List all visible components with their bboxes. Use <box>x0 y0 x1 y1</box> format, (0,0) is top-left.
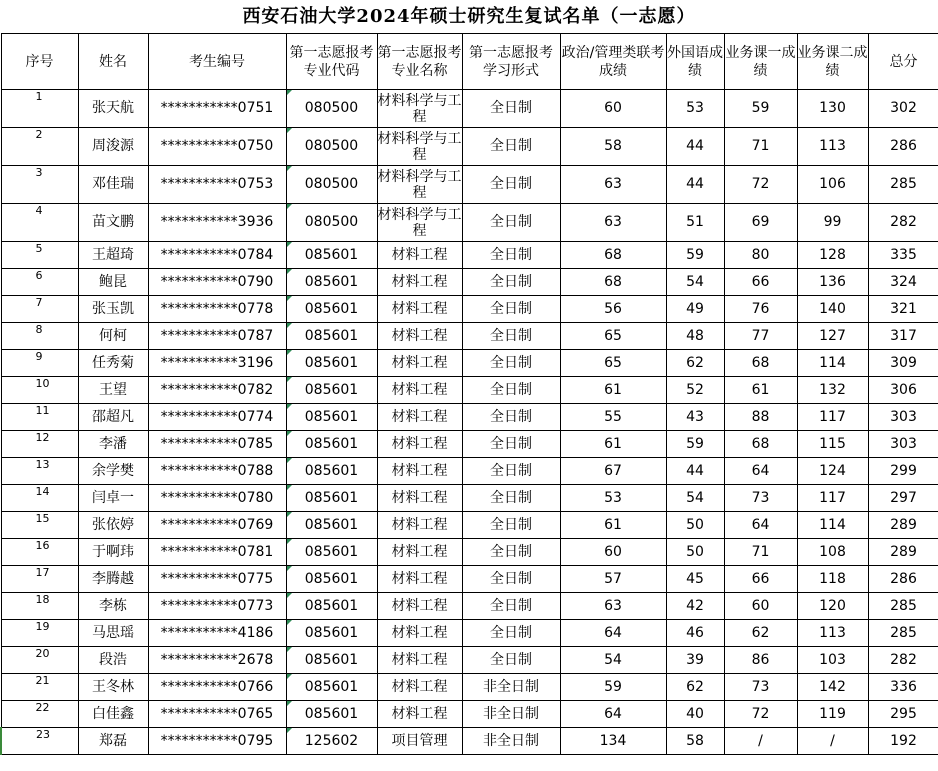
major-name-cell: 材料工程 <box>377 431 462 458</box>
study-mode-cell: 全日制 <box>462 166 560 204</box>
language-score-cell: 46 <box>666 620 724 647</box>
language-score-cell: 53 <box>666 90 724 128</box>
course2-score-cell: 103 <box>797 647 868 674</box>
politics-score-cell: 61 <box>560 377 666 404</box>
course1-score-cell: 77 <box>724 323 797 350</box>
total-score-cell: 282 <box>868 204 938 242</box>
study-mode-cell: 全日制 <box>462 90 560 128</box>
table-row <box>1 431 938 458</box>
language-score-cell: 52 <box>666 377 724 404</box>
candidate-id-cell: ***********4186 <box>148 620 286 647</box>
name-cell: 鲍昆 <box>78 269 148 296</box>
politics-score-cell: 64 <box>560 701 666 728</box>
table-row <box>1 128 938 166</box>
course1-score-cell: 60 <box>724 593 797 620</box>
seq-cell: 1 <box>1 90 78 128</box>
table-row <box>1 350 938 377</box>
major-code-cell: 085601 <box>286 512 377 539</box>
header-politics-score: 政治/管理类联考成绩 <box>560 34 666 90</box>
header-course2-score: 业务课二成绩 <box>797 34 868 90</box>
course2-score-cell: 142 <box>797 674 868 701</box>
major-name-cell: 材料工程 <box>377 620 462 647</box>
major-code-cell: 085601 <box>286 593 377 620</box>
name-cell: 苗文鹏 <box>78 204 148 242</box>
study-mode-cell: 全日制 <box>462 566 560 593</box>
candidate-id-cell: ***********0773 <box>148 593 286 620</box>
total-score-cell: 295 <box>868 701 938 728</box>
name-cell: 邓佳瑞 <box>78 166 148 204</box>
total-score-cell: 321 <box>868 296 938 323</box>
total-score-cell: 335 <box>868 242 938 269</box>
total-score-cell: 317 <box>868 323 938 350</box>
major-name-cell: 材料工程 <box>377 458 462 485</box>
total-score-cell: 285 <box>868 166 938 204</box>
total-score-cell: 303 <box>868 404 938 431</box>
politics-score-cell: 55 <box>560 404 666 431</box>
course2-score-cell: 120 <box>797 593 868 620</box>
course2-score-cell: 113 <box>797 620 868 647</box>
study-mode-cell: 全日制 <box>462 404 560 431</box>
course1-score-cell: 80 <box>724 242 797 269</box>
course2-score-cell: 119 <box>797 701 868 728</box>
candidate-table <box>0 33 938 755</box>
study-mode-cell: 全日制 <box>462 593 560 620</box>
table-row <box>1 620 938 647</box>
total-score-cell: 306 <box>868 377 938 404</box>
major-code-cell: 125602 <box>286 728 377 755</box>
study-mode-cell: 全日制 <box>462 485 560 512</box>
name-cell: 余学樊 <box>78 458 148 485</box>
course1-score-cell: 68 <box>724 431 797 458</box>
candidate-id-cell: ***********0778 <box>148 296 286 323</box>
course2-score-cell: 114 <box>797 512 868 539</box>
name-cell: 李腾越 <box>78 566 148 593</box>
candidate-id-cell: ***********0780 <box>148 485 286 512</box>
language-score-cell: 39 <box>666 647 724 674</box>
politics-score-cell: 65 <box>560 323 666 350</box>
language-score-cell: 44 <box>666 166 724 204</box>
total-score-cell: 286 <box>868 128 938 166</box>
politics-score-cell: 64 <box>560 620 666 647</box>
language-score-cell: 62 <box>666 350 724 377</box>
language-score-cell: 54 <box>666 485 724 512</box>
name-cell: 邵超凡 <box>78 404 148 431</box>
study-mode-cell: 非全日制 <box>462 728 560 755</box>
candidate-id-cell: ***********0781 <box>148 539 286 566</box>
seq-cell: 12 <box>1 431 78 458</box>
course2-score-cell: 136 <box>797 269 868 296</box>
politics-score-cell: 63 <box>560 593 666 620</box>
candidate-id-cell: ***********0774 <box>148 404 286 431</box>
major-code-cell: 085601 <box>286 620 377 647</box>
table-row <box>1 404 938 431</box>
course1-score-cell: 61 <box>724 377 797 404</box>
name-cell: 李栋 <box>78 593 148 620</box>
candidate-id-cell: ***********0785 <box>148 431 286 458</box>
table-row <box>1 377 938 404</box>
language-score-cell: 54 <box>666 269 724 296</box>
name-cell: 闫卓一 <box>78 485 148 512</box>
total-score-cell: 297 <box>868 485 938 512</box>
politics-score-cell: 56 <box>560 296 666 323</box>
politics-score-cell: 60 <box>560 539 666 566</box>
course2-score-cell: 106 <box>797 166 868 204</box>
politics-score-cell: 59 <box>560 674 666 701</box>
major-name-cell: 材料科学与工程 <box>377 166 462 204</box>
major-code-cell: 080500 <box>286 166 377 204</box>
politics-score-cell: 134 <box>560 728 666 755</box>
course1-score-cell: 66 <box>724 566 797 593</box>
total-score-cell: 309 <box>868 350 938 377</box>
major-code-cell: 085601 <box>286 377 377 404</box>
study-mode-cell: 全日制 <box>462 350 560 377</box>
course1-score-cell: 59 <box>724 90 797 128</box>
seq-cell: 21 <box>1 674 78 701</box>
study-mode-cell: 全日制 <box>462 269 560 296</box>
total-score-cell: 286 <box>868 566 938 593</box>
candidate-id-cell: ***********0769 <box>148 512 286 539</box>
seq-cell: 14 <box>1 485 78 512</box>
seq-cell: 19 <box>1 620 78 647</box>
header-major-code: 第一志愿报考专业代码 <box>286 34 377 90</box>
major-code-cell: 085601 <box>286 539 377 566</box>
major-name-cell: 材料工程 <box>377 593 462 620</box>
candidate-id-cell: ***********0765 <box>148 701 286 728</box>
course1-score-cell: 71 <box>724 128 797 166</box>
major-name-cell: 材料科学与工程 <box>377 90 462 128</box>
table-row <box>1 728 938 755</box>
table-body <box>1 90 938 755</box>
table-header-row <box>1 34 938 90</box>
total-score-cell: 299 <box>868 458 938 485</box>
major-name-cell: 材料工程 <box>377 566 462 593</box>
seq-cell: 9 <box>1 350 78 377</box>
candidate-id-cell: ***********0784 <box>148 242 286 269</box>
candidate-id-cell: ***********0775 <box>148 566 286 593</box>
major-code-cell: 080500 <box>286 90 377 128</box>
major-code-cell: 085601 <box>286 701 377 728</box>
major-name-cell: 材料工程 <box>377 539 462 566</box>
course2-score-cell: / <box>797 728 868 755</box>
major-code-cell: 085601 <box>286 242 377 269</box>
politics-score-cell: 67 <box>560 458 666 485</box>
name-cell: 李潘 <box>78 431 148 458</box>
major-name-cell: 材料工程 <box>377 377 462 404</box>
study-mode-cell: 全日制 <box>462 242 560 269</box>
candidate-id-cell: ***********0788 <box>148 458 286 485</box>
seq-cell: 5 <box>1 242 78 269</box>
seq-cell: 17 <box>1 566 78 593</box>
course2-score-cell: 132 <box>797 377 868 404</box>
course2-score-cell: 117 <box>797 485 868 512</box>
course2-score-cell: 117 <box>797 404 868 431</box>
candidate-id-cell: ***********0790 <box>148 269 286 296</box>
course1-score-cell: 88 <box>724 404 797 431</box>
course1-score-cell: / <box>724 728 797 755</box>
header-language-score: 外国语成绩 <box>666 34 724 90</box>
course1-score-cell: 73 <box>724 674 797 701</box>
seq-cell: 22 <box>1 701 78 728</box>
table-row <box>1 647 938 674</box>
course2-score-cell: 128 <box>797 242 868 269</box>
table-row <box>1 701 938 728</box>
table-row <box>1 593 938 620</box>
major-code-cell: 085601 <box>286 269 377 296</box>
course1-score-cell: 62 <box>724 620 797 647</box>
major-code-cell: 085601 <box>286 458 377 485</box>
major-code-cell: 085601 <box>286 485 377 512</box>
name-cell: 白佳鑫 <box>78 701 148 728</box>
study-mode-cell: 全日制 <box>462 539 560 566</box>
seq-cell: 8 <box>1 323 78 350</box>
header-major-name: 第一志愿报考专业名称 <box>377 34 462 90</box>
course2-score-cell: 108 <box>797 539 868 566</box>
name-cell: 王超琦 <box>78 242 148 269</box>
language-score-cell: 48 <box>666 323 724 350</box>
language-score-cell: 50 <box>666 512 724 539</box>
language-score-cell: 49 <box>666 296 724 323</box>
candidate-id-cell: ***********0787 <box>148 323 286 350</box>
name-cell: 于啊玮 <box>78 539 148 566</box>
language-score-cell: 45 <box>666 566 724 593</box>
seq-cell: 13 <box>1 458 78 485</box>
table-row <box>1 566 938 593</box>
page-title: 西安石油大学2024年硕士研究生复试名单（一志愿） <box>242 6 696 27</box>
major-code-cell: 085601 <box>286 674 377 701</box>
header-study-mode: 第一志愿报考学习形式 <box>462 34 560 90</box>
seq-cell: 23 <box>1 728 78 755</box>
course1-score-cell: 72 <box>724 166 797 204</box>
study-mode-cell: 全日制 <box>462 204 560 242</box>
major-code-cell: 085601 <box>286 647 377 674</box>
name-cell: 张依婷 <box>78 512 148 539</box>
name-cell: 王冬林 <box>78 674 148 701</box>
course1-score-cell: 64 <box>724 458 797 485</box>
language-score-cell: 44 <box>666 128 724 166</box>
major-name-cell: 材料工程 <box>377 404 462 431</box>
major-name-cell: 材料工程 <box>377 296 462 323</box>
candidate-id-cell: ***********0751 <box>148 90 286 128</box>
language-score-cell: 44 <box>666 458 724 485</box>
name-cell: 何柯 <box>78 323 148 350</box>
header-candidate-id: 考生编号 <box>148 34 286 90</box>
study-mode-cell: 全日制 <box>462 323 560 350</box>
table-row <box>1 90 938 128</box>
total-score-cell: 289 <box>868 539 938 566</box>
header-seq: 序号 <box>1 34 78 90</box>
candidate-id-cell: ***********0750 <box>148 128 286 166</box>
total-score-cell: 192 <box>868 728 938 755</box>
course1-score-cell: 66 <box>724 269 797 296</box>
candidate-id-cell: ***********0753 <box>148 166 286 204</box>
course2-score-cell: 140 <box>797 296 868 323</box>
language-score-cell: 51 <box>666 204 724 242</box>
candidate-id-cell: ***********3936 <box>148 204 286 242</box>
candidate-id-cell: ***********0782 <box>148 377 286 404</box>
major-name-cell: 材料工程 <box>377 485 462 512</box>
language-score-cell: 59 <box>666 431 724 458</box>
course2-score-cell: 115 <box>797 431 868 458</box>
major-code-cell: 080500 <box>286 128 377 166</box>
name-cell: 张天航 <box>78 90 148 128</box>
study-mode-cell: 非全日制 <box>462 701 560 728</box>
major-name-cell: 材料工程 <box>377 242 462 269</box>
study-mode-cell: 全日制 <box>462 296 560 323</box>
course2-score-cell: 114 <box>797 350 868 377</box>
major-name-cell: 材料科学与工程 <box>377 128 462 166</box>
study-mode-cell: 非全日制 <box>462 674 560 701</box>
table-row <box>1 485 938 512</box>
name-cell: 郑磊 <box>78 728 148 755</box>
name-cell: 王望 <box>78 377 148 404</box>
candidate-id-cell: ***********0795 <box>148 728 286 755</box>
language-score-cell: 58 <box>666 728 724 755</box>
politics-score-cell: 54 <box>560 647 666 674</box>
table-row <box>1 458 938 485</box>
table-row <box>1 166 938 204</box>
course2-score-cell: 130 <box>797 90 868 128</box>
politics-score-cell: 68 <box>560 242 666 269</box>
major-name-cell: 材料工程 <box>377 323 462 350</box>
course2-score-cell: 127 <box>797 323 868 350</box>
seq-cell: 6 <box>1 269 78 296</box>
name-cell: 马思瑶 <box>78 620 148 647</box>
total-score-cell: 302 <box>868 90 938 128</box>
major-code-cell: 085601 <box>286 566 377 593</box>
major-name-cell: 材料工程 <box>377 674 462 701</box>
major-code-cell: 085601 <box>286 404 377 431</box>
table-row <box>1 539 938 566</box>
course2-score-cell: 113 <box>797 128 868 166</box>
seq-cell: 16 <box>1 539 78 566</box>
politics-score-cell: 68 <box>560 269 666 296</box>
table-row <box>1 674 938 701</box>
course1-score-cell: 73 <box>724 485 797 512</box>
language-score-cell: 42 <box>666 593 724 620</box>
total-score-cell: 303 <box>868 431 938 458</box>
politics-score-cell: 63 <box>560 166 666 204</box>
course1-score-cell: 64 <box>724 512 797 539</box>
language-score-cell: 50 <box>666 539 724 566</box>
major-code-cell: 085601 <box>286 296 377 323</box>
major-name-cell: 材料工程 <box>377 269 462 296</box>
language-score-cell: 40 <box>666 701 724 728</box>
study-mode-cell: 全日制 <box>462 458 560 485</box>
seq-cell: 18 <box>1 593 78 620</box>
total-score-cell: 285 <box>868 620 938 647</box>
study-mode-cell: 全日制 <box>462 431 560 458</box>
seq-cell: 3 <box>1 166 78 204</box>
table-row <box>1 512 938 539</box>
politics-score-cell: 61 <box>560 431 666 458</box>
table-row <box>1 204 938 242</box>
table-row <box>1 269 938 296</box>
study-mode-cell: 全日制 <box>462 128 560 166</box>
major-name-cell: 材料工程 <box>377 647 462 674</box>
seq-cell: 2 <box>1 128 78 166</box>
major-name-cell: 材料科学与工程 <box>377 204 462 242</box>
seq-cell: 10 <box>1 377 78 404</box>
seq-cell: 7 <box>1 296 78 323</box>
total-score-cell: 336 <box>868 674 938 701</box>
politics-score-cell: 58 <box>560 128 666 166</box>
course1-score-cell: 86 <box>724 647 797 674</box>
name-cell: 张玉凯 <box>78 296 148 323</box>
politics-score-cell: 63 <box>560 204 666 242</box>
table-row <box>1 296 938 323</box>
course1-score-cell: 71 <box>724 539 797 566</box>
seq-cell: 11 <box>1 404 78 431</box>
name-cell: 周浚源 <box>78 128 148 166</box>
language-score-cell: 59 <box>666 242 724 269</box>
study-mode-cell: 全日制 <box>462 647 560 674</box>
politics-score-cell: 61 <box>560 512 666 539</box>
candidate-id-cell: ***********2678 <box>148 647 286 674</box>
politics-score-cell: 53 <box>560 485 666 512</box>
major-name-cell: 项目管理 <box>377 728 462 755</box>
seq-cell: 20 <box>1 647 78 674</box>
header-course1-score: 业务课一成绩 <box>724 34 797 90</box>
candidate-id-cell: ***********3196 <box>148 350 286 377</box>
total-score-cell: 285 <box>868 593 938 620</box>
politics-score-cell: 57 <box>560 566 666 593</box>
course2-score-cell: 118 <box>797 566 868 593</box>
politics-score-cell: 65 <box>560 350 666 377</box>
header-total-score: 总分 <box>868 34 938 90</box>
major-code-cell: 085601 <box>286 350 377 377</box>
name-cell: 段浩 <box>78 647 148 674</box>
candidate-id-cell: ***********0766 <box>148 674 286 701</box>
politics-score-cell: 60 <box>560 90 666 128</box>
language-score-cell: 62 <box>666 674 724 701</box>
course1-score-cell: 72 <box>724 701 797 728</box>
course1-score-cell: 69 <box>724 204 797 242</box>
seq-cell: 4 <box>1 204 78 242</box>
course1-score-cell: 68 <box>724 350 797 377</box>
language-score-cell: 43 <box>666 404 724 431</box>
seq-cell: 15 <box>1 512 78 539</box>
study-mode-cell: 全日制 <box>462 620 560 647</box>
table-row <box>1 242 938 269</box>
study-mode-cell: 全日制 <box>462 512 560 539</box>
total-score-cell: 324 <box>868 269 938 296</box>
major-code-cell: 085601 <box>286 431 377 458</box>
course1-score-cell: 76 <box>724 296 797 323</box>
major-code-cell: 080500 <box>286 204 377 242</box>
major-name-cell: 材料工程 <box>377 701 462 728</box>
table-row <box>1 323 938 350</box>
name-cell: 任秀菊 <box>78 350 148 377</box>
course2-score-cell: 99 <box>797 204 868 242</box>
major-code-cell: 085601 <box>286 323 377 350</box>
total-score-cell: 289 <box>868 512 938 539</box>
course2-score-cell: 124 <box>797 458 868 485</box>
total-score-cell: 282 <box>868 647 938 674</box>
header-name: 姓名 <box>78 34 148 90</box>
study-mode-cell: 全日制 <box>462 377 560 404</box>
major-name-cell: 材料工程 <box>377 512 462 539</box>
major-name-cell: 材料工程 <box>377 350 462 377</box>
